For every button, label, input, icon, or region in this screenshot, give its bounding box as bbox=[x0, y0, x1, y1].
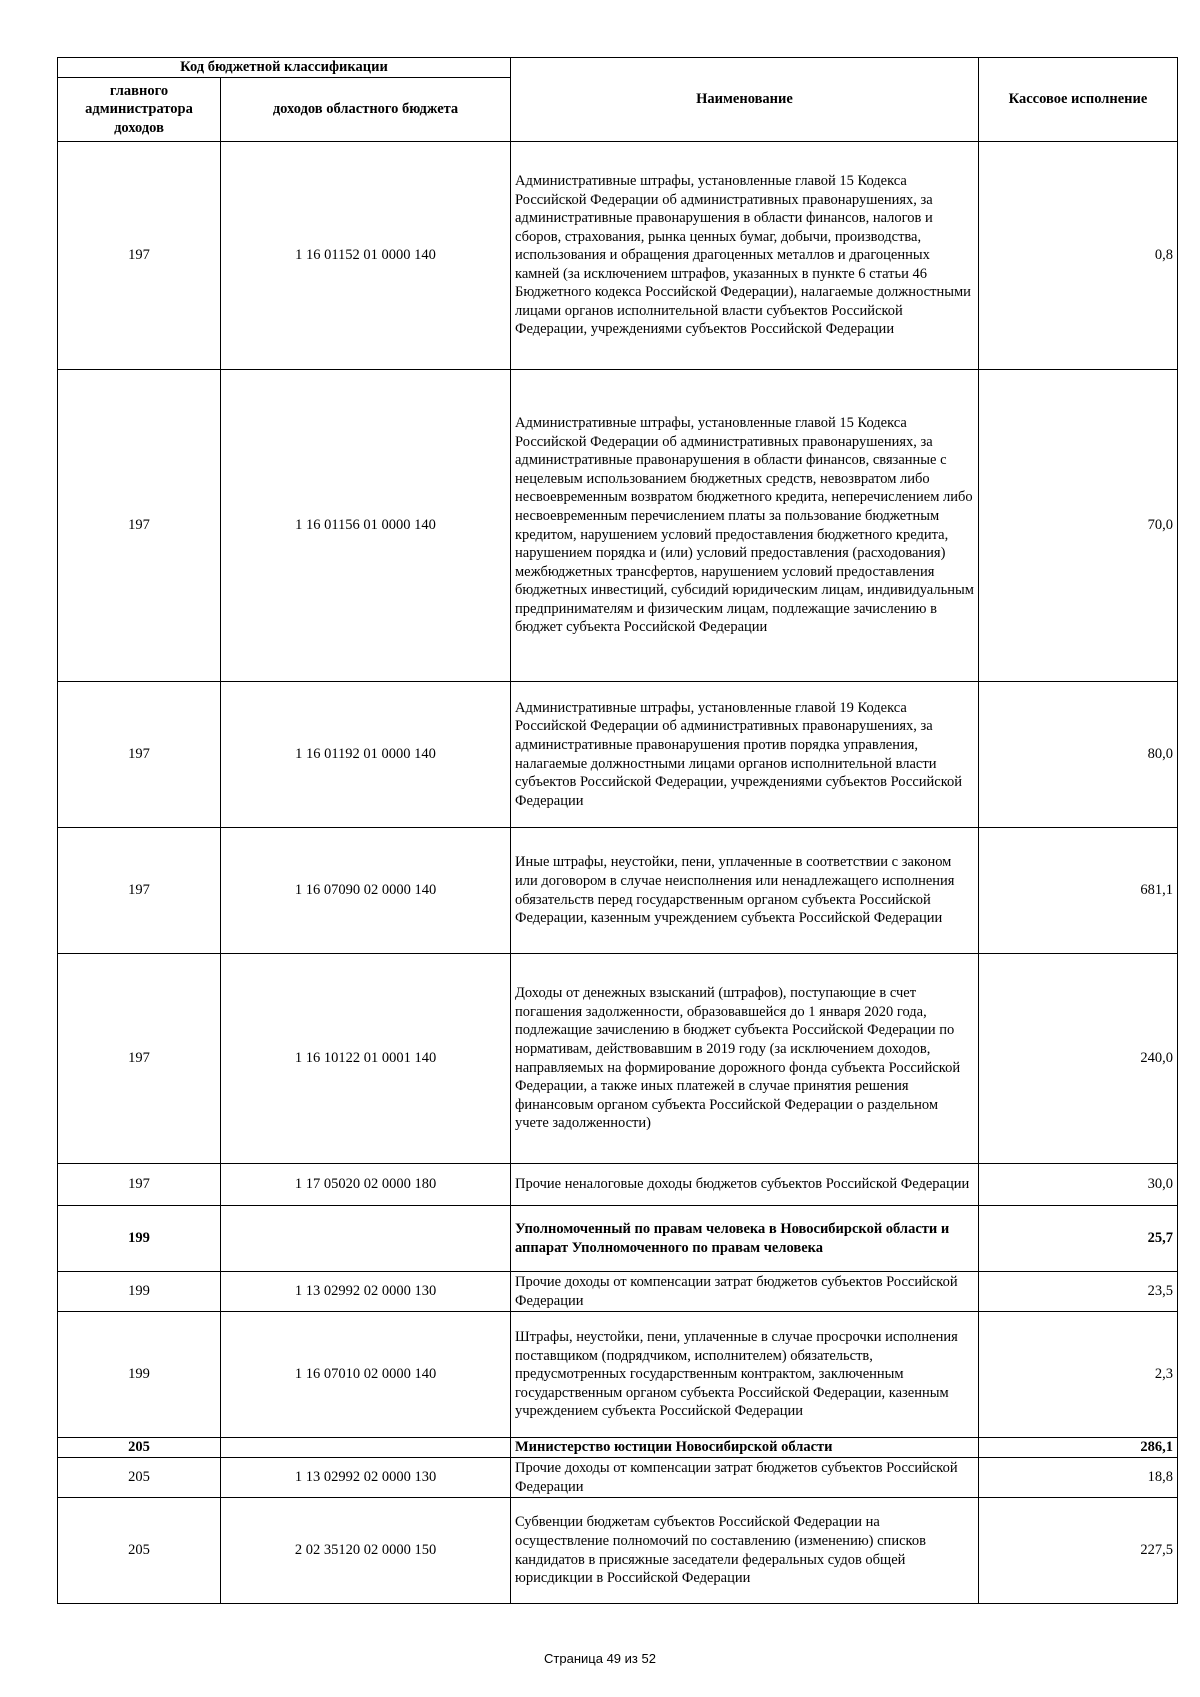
admin-code-cell: 205 bbox=[58, 1438, 221, 1458]
header-code: доходов областного бюджета bbox=[221, 78, 511, 142]
sum-cell: 2,3 bbox=[979, 1312, 1178, 1438]
table-row bbox=[58, 682, 1178, 828]
admin-code-cell: 199 bbox=[58, 1206, 221, 1272]
admin-code-cell: 197 bbox=[58, 682, 221, 828]
name-cell: Штрафы, неустойки, пени, уплаченные в случае просрочки исполнения поставщиком (подрядчиком, исполнителем) обязательств, предусмотренных государственным контрактом, заключенным государственным органом субъекта Российской Федерации, казенным учреждением субъекта Российской Федерации bbox=[511, 1312, 979, 1438]
name-cell: Иные штрафы, неустойки, пени, уплаченные в соответствии с законом или договором в случае неисполнения или ненадлежащего исполнения обязательств перед государственным органом субъекта Российской Федерации, казенным учреждением субъекта Российской Федерации bbox=[511, 828, 979, 954]
header-code-group: Код бюджетной классификации bbox=[58, 58, 511, 78]
budget-code-cell: 1 17 05020 02 0000 180 bbox=[221, 1164, 511, 1206]
sum-cell: 0,8 bbox=[979, 142, 1178, 370]
name-cell: Доходы от денежных взысканий (штрафов), поступающие в счет погашения задолженности, образовавшейся до 1 января 2020 года, подлежащие зачислению в бюджет субъекта Российской Федерации по нормативам, действовавшим в 2019 году (за исключением доходов, направляемых на формирование дорожного фонда субъекта Российской Федерации, а также иных платежей в случае принятия решения финансовым органом субъекта Российской Федерации о раздельном учете задолженности) bbox=[511, 954, 979, 1164]
table-row bbox=[58, 1272, 1178, 1312]
table-row bbox=[58, 1498, 1178, 1604]
name-cell: Прочие доходы от компенсации затрат бюджетов субъектов Российской Федерации bbox=[511, 1458, 979, 1498]
sum-cell: 227,5 bbox=[979, 1498, 1178, 1604]
sum-cell: 80,0 bbox=[979, 682, 1178, 828]
sum-cell: 18,8 bbox=[979, 1458, 1178, 1498]
budget-code-cell: 1 13 02992 02 0000 130 bbox=[221, 1272, 511, 1312]
page-number: Страница 49 из 52 bbox=[544, 1651, 656, 1666]
section-row bbox=[58, 1206, 1178, 1272]
sum-cell: 681,1 bbox=[979, 828, 1178, 954]
header-name: Наименование bbox=[511, 58, 979, 142]
sum-cell: 30,0 bbox=[979, 1164, 1178, 1206]
name-cell: Административные штрафы, установленные главой 15 Кодекса Российской Федерации об административных правонарушениях, за административные правонарушения в области финансов, связанные с нецелевым использованием бюджетных средств, невозвратом либо несвоевременным возвратом бюджетного кредита, неперечислением либо несвоевременным перечислением платы за пользование бюджетным кредитом, нарушением условий предоставления бюджетного кредита, нарушением порядка и (или) условий предоставления (расходования) межбюджетных трансфертов, нарушением условий предоставления бюджетных инвестиций, субсидий юридическим лицам, индивидуальным предпринимателям и физическим лицам, подлежащие зачислению в бюджет субъекта Российской Федерации bbox=[511, 370, 979, 682]
section-row bbox=[58, 1438, 1178, 1458]
section-name-cell: Министерство юстиции Новосибирской области bbox=[511, 1438, 979, 1458]
section-name-cell: Уполномоченный по правам человека в Новосибирской области и аппарат Уполномоченного по правам человека bbox=[511, 1206, 979, 1272]
table-row bbox=[58, 370, 1178, 682]
admin-code-cell: 197 bbox=[58, 954, 221, 1164]
admin-code-cell: 199 bbox=[58, 1272, 221, 1312]
table-row bbox=[58, 828, 1178, 954]
budget-code-cell bbox=[221, 1206, 511, 1272]
budget-code-cell: 1 16 10122 01 0001 140 bbox=[221, 954, 511, 1164]
admin-code-cell: 197 bbox=[58, 142, 221, 370]
header-row-top bbox=[58, 58, 1178, 78]
budget-code-cell: 2 02 35120 02 0000 150 bbox=[221, 1498, 511, 1604]
table-row bbox=[58, 1458, 1178, 1498]
table-row bbox=[58, 954, 1178, 1164]
sum-cell: 70,0 bbox=[979, 370, 1178, 682]
name-cell: Субвенции бюджетам субъектов Российской Федерации на осуществление полномочий по составлению (изменению) списков кандидатов в присяжные заседатели федеральных судов общей юрисдикции в Российской Федерации bbox=[511, 1498, 979, 1604]
admin-code-cell: 199 bbox=[58, 1312, 221, 1438]
budget-code-cell: 1 16 01192 01 0000 140 bbox=[221, 682, 511, 828]
section-sum-cell: 25,7 bbox=[979, 1206, 1178, 1272]
budget-code-cell: 1 16 01156 01 0000 140 bbox=[221, 370, 511, 682]
header-sum: Кассовое исполнение bbox=[979, 58, 1178, 142]
table-row bbox=[58, 142, 1178, 370]
name-cell: Административные штрафы, установленные главой 19 Кодекса Российской Федерации об административных правонарушениях, за административные правонарушения против порядка управления, налагаемые должностными лицами органов исполнительной власти субъектов Российской Федерации, учреждениями субъектов Российской Федерации bbox=[511, 682, 979, 828]
name-cell: Прочие неналоговые доходы бюджетов субъектов Российской Федерации bbox=[511, 1164, 979, 1206]
budget-code-cell: 1 16 07090 02 0000 140 bbox=[221, 828, 511, 954]
admin-code-cell: 205 bbox=[58, 1458, 221, 1498]
budget-code-cell: 1 16 01152 01 0000 140 bbox=[221, 142, 511, 370]
admin-code-cell: 205 bbox=[58, 1498, 221, 1604]
budget-code-cell bbox=[221, 1438, 511, 1458]
table-row bbox=[58, 1164, 1178, 1206]
sum-cell: 23,5 bbox=[979, 1272, 1178, 1312]
name-cell: Административные штрафы, установленные главой 15 Кодекса Российской Федерации об административных правонарушениях, за административные правонарушения в области финансов, налогов и сборов, страхования, рынка ценных бумаг, добычи, производства, использования и обращения драгоценных металлов и драгоценных камней (за исключением штрафов, указанных в пункте 6 статьи 46 Бюджетного кодекса Российской Федерации), налагаемые должностными лицами органов исполнительной власти субъектов Российской Федерации, учреждениями субъектов Российской Федерации bbox=[511, 142, 979, 370]
sum-cell: 240,0 bbox=[979, 954, 1178, 1164]
admin-code-cell: 197 bbox=[58, 370, 221, 682]
budget-code-cell: 1 16 07010 02 0000 140 bbox=[221, 1312, 511, 1438]
admin-code-cell: 197 bbox=[58, 1164, 221, 1206]
name-cell: Прочие доходы от компенсации затрат бюджетов субъектов Российской Федерации bbox=[511, 1272, 979, 1312]
table-row bbox=[58, 1312, 1178, 1438]
budget-code-cell: 1 13 02992 02 0000 130 bbox=[221, 1458, 511, 1498]
section-sum-cell: 286,1 bbox=[979, 1438, 1178, 1458]
admin-code-cell: 197 bbox=[58, 828, 221, 954]
budget-execution-table bbox=[57, 57, 1178, 1604]
header-admin: главного администратора доходов bbox=[58, 78, 221, 142]
